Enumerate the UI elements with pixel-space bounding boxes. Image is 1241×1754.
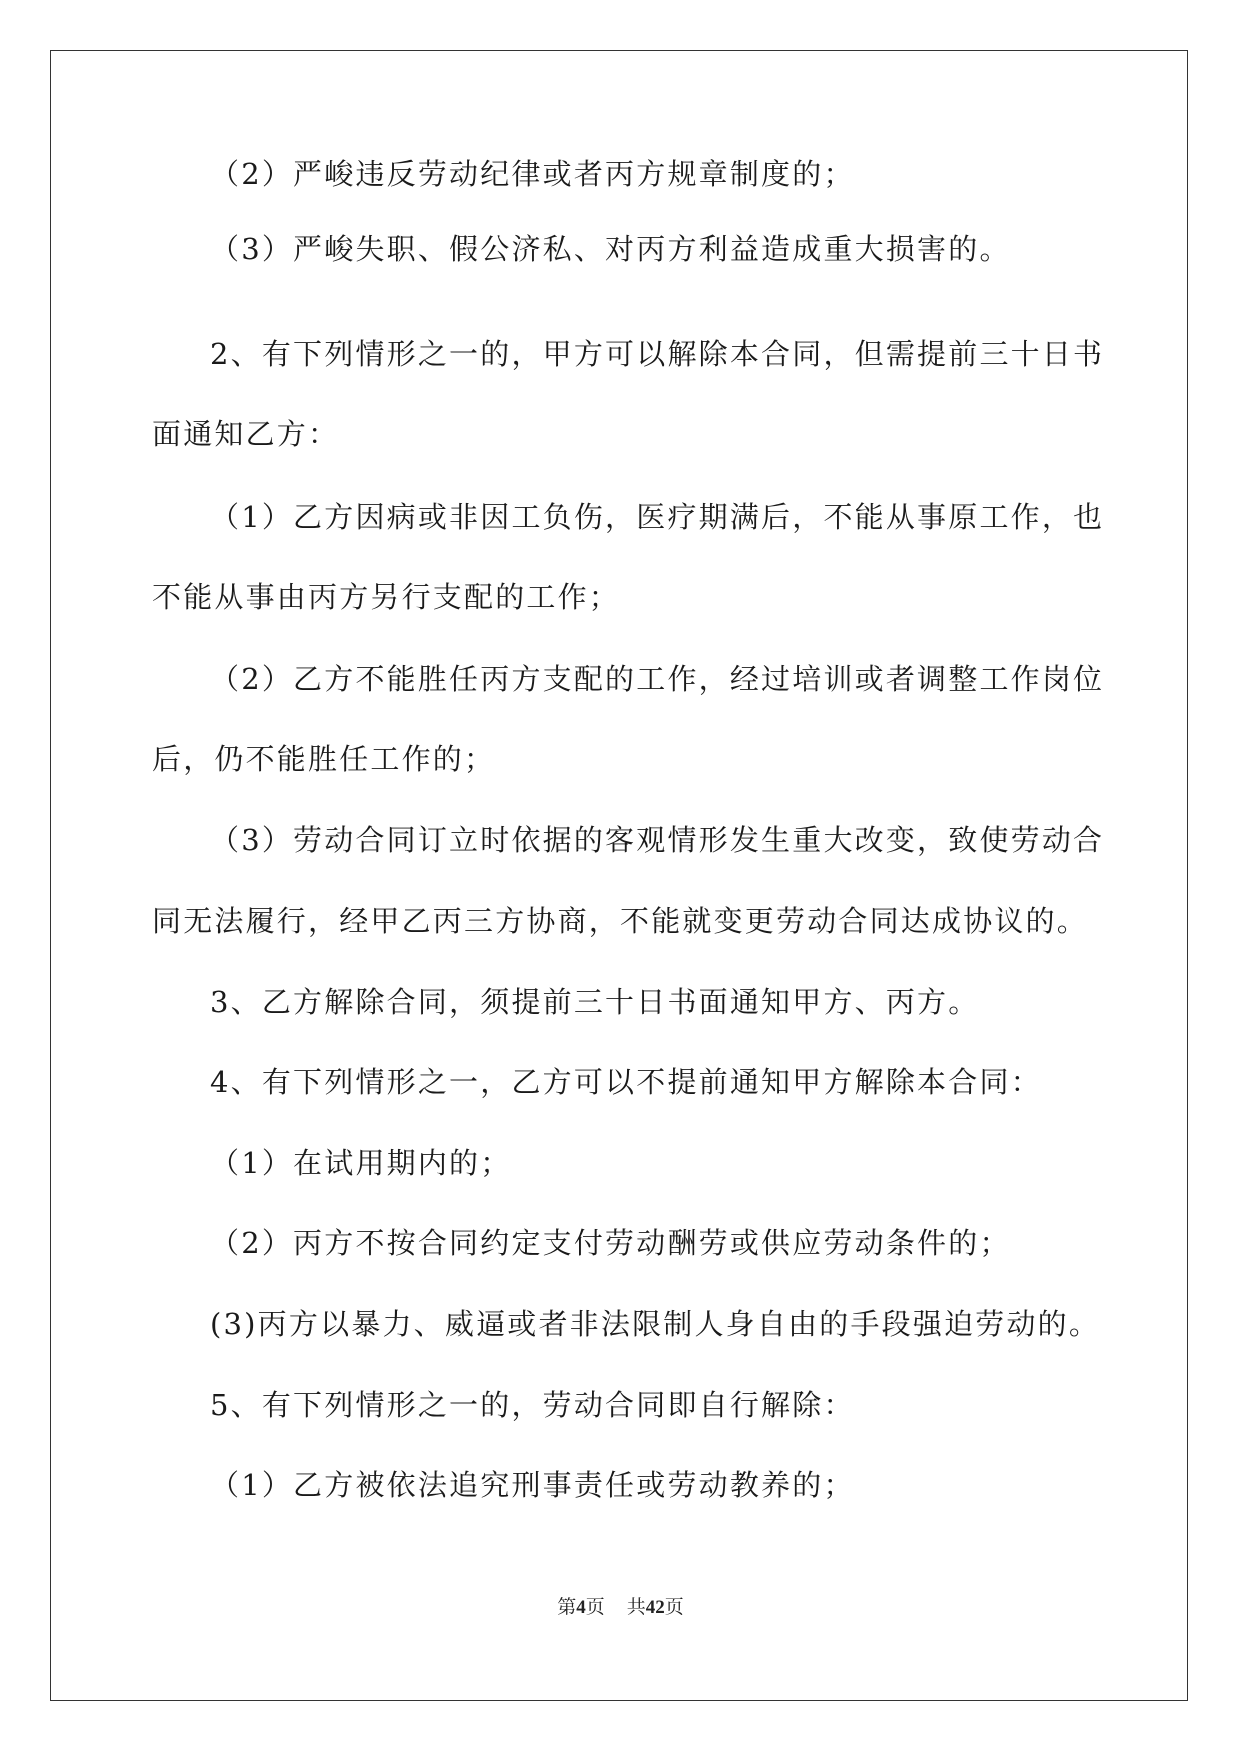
page-prefix: 第	[557, 1597, 577, 1618]
paragraph-line: (3)丙方以暴力、威逼或者非法限制人身自由的手段强迫劳动的。	[210, 1307, 1101, 1341]
paragraph-line: 后，仍不能胜任工作的；	[152, 742, 496, 776]
paragraph-line: （2）丙方不按合同约定支付劳动酬劳或供应劳动条件的；	[210, 1226, 1011, 1260]
page-footer	[0, 1592, 1241, 1619]
paragraph-line: （3）严峻失职、假公济私、对丙方利益造成重大损害的。	[210, 232, 1011, 266]
total-suffix: 页	[664, 1597, 684, 1618]
paragraph-line: （1）乙方因病或非因工负伤，医疗期满后，不能从事原工作，也	[210, 500, 1105, 534]
total-prefix: 共	[626, 1597, 646, 1618]
paragraph-line: （1）乙方被依法追究刑事责任或劳动教养的；	[210, 1468, 855, 1502]
page-suffix: 页	[585, 1597, 605, 1618]
paragraph-line: 4、有下列情形之一，乙方可以不提前通知甲方解除本合同：	[210, 1065, 1042, 1099]
paragraph-line: 2、有下列情形之一的，甲方可以解除本合同，但需提前三十日书	[210, 337, 1105, 371]
total-pages: 42	[645, 1597, 665, 1618]
paragraph-line: 不能从事由丙方另行支配的工作；	[152, 580, 621, 614]
paragraph-line: （3）劳动合同订立时依据的客观情形发生重大改变，致使劳动合	[210, 823, 1105, 857]
paragraph-line: 面通知乙方：	[152, 417, 340, 451]
paragraph-line: （1）在试用期内的；	[210, 1146, 512, 1180]
paragraph-line: 5、有下列情形之一的，劳动合同即自行解除：	[210, 1388, 855, 1422]
paragraph-line: 3、乙方解除合同，须提前三十日书面通知甲方、丙方。	[210, 985, 980, 1019]
page-border	[50, 50, 1188, 1701]
page-number: 4	[576, 1597, 586, 1618]
paragraph-line: 同无法履行，经甲乙丙三方协商，不能就变更劳动合同达成协议的。	[152, 904, 1089, 938]
paragraph-line: （2）严峻违反劳动纪律或者丙方规章制度的；	[210, 157, 855, 191]
paragraph-line: （2）乙方不能胜任丙方支配的工作，经过培训或者调整工作岗位	[210, 662, 1105, 696]
